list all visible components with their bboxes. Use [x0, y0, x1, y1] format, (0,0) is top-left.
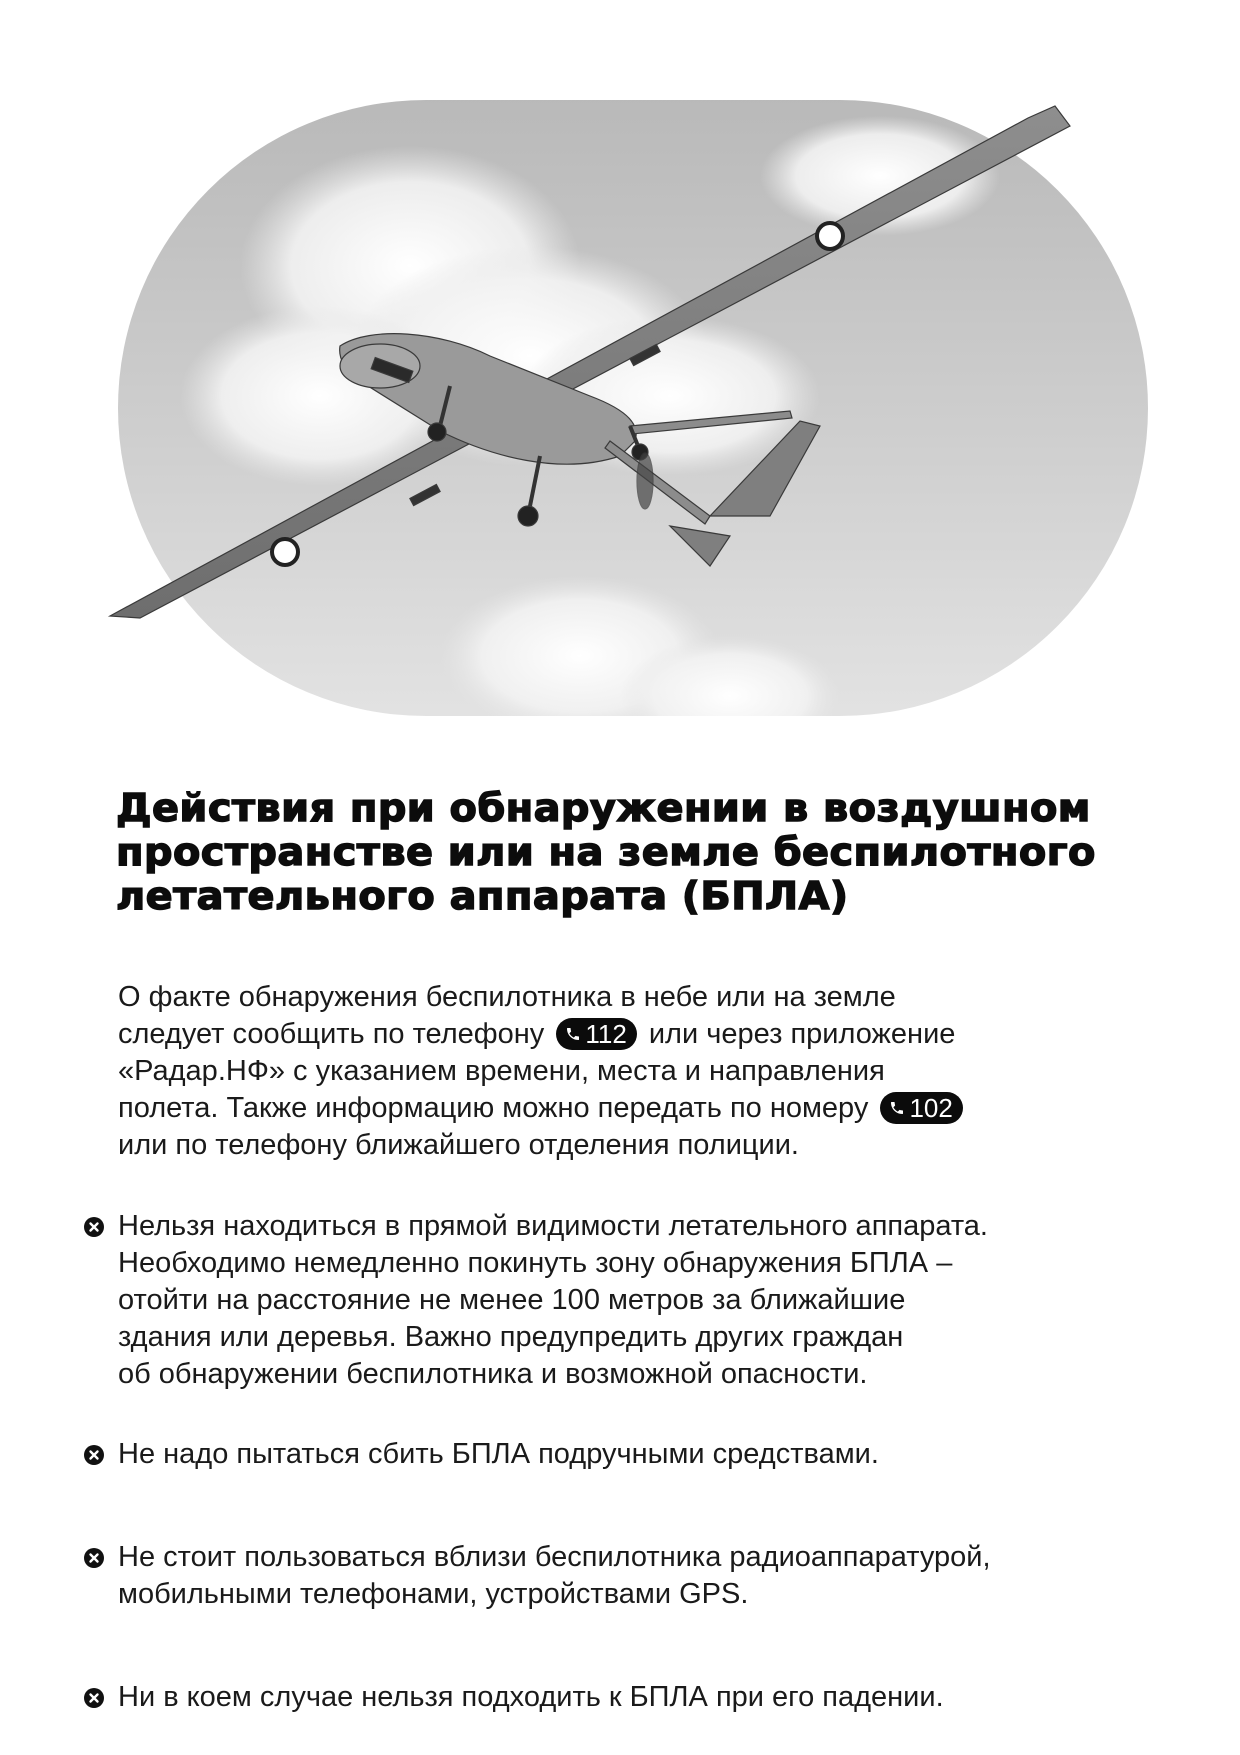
title-line: Действия при обнаружении в воздушном — [116, 786, 1091, 830]
intro-line: «Радар.НФ» с указанием времени, места и направления — [118, 1055, 885, 1087]
rule-text — [118, 1679, 1188, 1716]
intro-paragraph — [118, 979, 1158, 1164]
intro-line: О факте обнаружения беспилотника в небе или на земле — [118, 981, 896, 1013]
phone-icon — [565, 1026, 581, 1042]
rule-text — [118, 1539, 1188, 1613]
rule-line: Ни в коем случае нельзя подходить к БПЛА при его падении. — [118, 1681, 944, 1713]
rule-text — [118, 1436, 1188, 1473]
hero-drone-image — [110, 96, 1160, 726]
rule-text — [118, 1208, 1188, 1393]
close-circle-icon — [84, 1217, 104, 1237]
phone-number: 102 — [909, 1093, 953, 1123]
rule-line: здания или деревья. Важно предупредить других граждан — [118, 1321, 904, 1353]
close-circle-icon — [84, 1688, 104, 1708]
intro-line — [118, 1090, 1158, 1127]
intro-text: следует сообщить по телефону — [118, 1018, 545, 1050]
rule-line: об обнаружении беспилотника и возможной опасности. — [118, 1358, 868, 1390]
intro-line — [118, 1016, 1158, 1053]
title-line: пространстве или на земле беспилотного — [116, 830, 1096, 874]
title-line: летательного аппарата (БПЛА) — [116, 874, 849, 918]
page-title — [116, 786, 1229, 918]
rule-line: Не надо пытаться сбить БПЛА подручными средствами. — [118, 1438, 879, 1470]
phone-badge-102[interactable] — [880, 1092, 962, 1124]
rule-line: Не стоит пользоваться вблизи беспилотника радиоаппаратурой, — [118, 1541, 991, 1573]
phone-number: 112 — [585, 1019, 627, 1049]
rule-line: Необходимо немедленно покинуть зону обнаружения БПЛА – — [118, 1247, 953, 1279]
close-circle-icon — [84, 1445, 104, 1465]
intro-line: или по телефону ближайшего отделения полиции. — [118, 1129, 799, 1161]
phone-icon — [889, 1100, 905, 1116]
rule-line: Нельзя находиться в прямой видимости летательного аппарата. — [118, 1210, 988, 1242]
close-circle-icon — [84, 1548, 104, 1568]
rule-line: отойти на расстояние не менее 100 метров за ближайшие — [118, 1284, 906, 1316]
phone-badge-112[interactable] — [556, 1018, 636, 1050]
rule-line: мобильными телефонами, устройствами GPS. — [118, 1578, 749, 1610]
intro-text: или через приложение — [648, 1018, 956, 1050]
intro-text: полета. Также информацию можно передать по номеру — [118, 1092, 869, 1124]
